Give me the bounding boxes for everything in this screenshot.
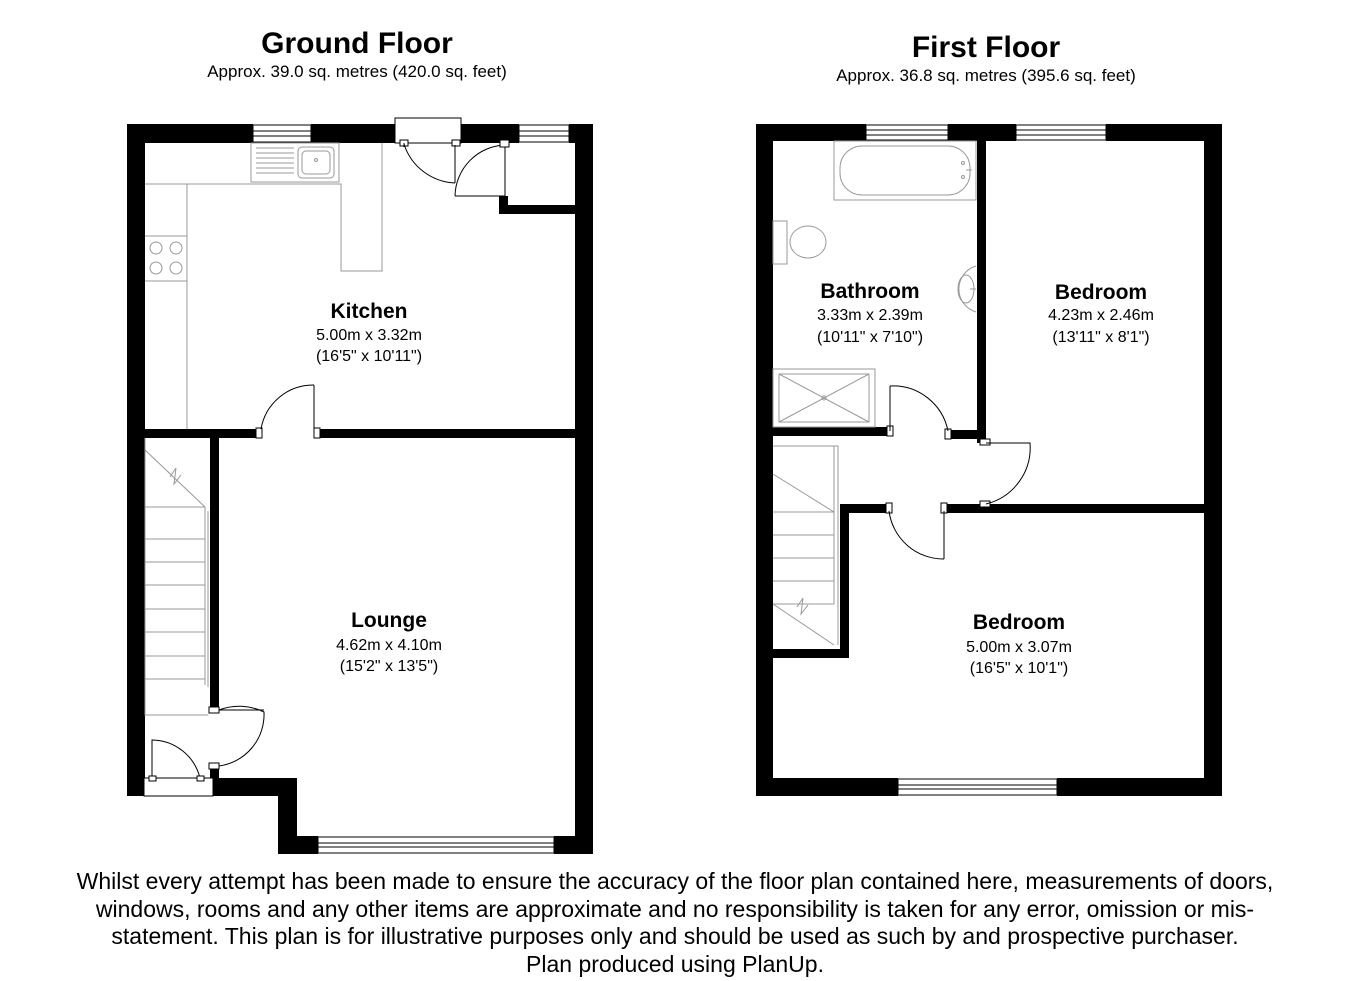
cupboard-door: [455, 140, 509, 196]
bathroom-imperial: (10'11" x 7'10"): [816, 329, 924, 346]
kitchen-label: Kitchen: [330, 300, 408, 323]
disclaimer-text: [20, 868, 1330, 978]
kitchen-window: [253, 125, 311, 142]
bathroom-label: Bathroom: [820, 280, 920, 303]
bedroom-rear-label: Bedroom: [972, 611, 1066, 634]
ground-floor-stairs: [145, 438, 208, 715]
basin-icon: [958, 266, 976, 312]
front-door: [149, 740, 204, 781]
first-floor-area: Approx. 36.8 sq. metres (395.6 sq. feet): [836, 66, 1136, 85]
first-floor-walls: [756, 124, 1222, 796]
bedroom-front-imperial: (13'11" x 8'1"): [1052, 329, 1150, 346]
bathroom-door: [887, 386, 951, 439]
shower-tray-icon: [773, 369, 875, 427]
ground-floor-title: Ground Floor: [261, 27, 453, 60]
cupboard-window: [519, 125, 569, 142]
first-floor-stairs: [773, 446, 838, 645]
ground-floor-plan: [127, 118, 593, 854]
first-floor-title: First Floor: [911, 31, 1061, 64]
ground-floor-area: Approx. 39.0 sq. metres (420.0 sq. feet): [207, 62, 507, 81]
bedroom-front-window: [1016, 125, 1106, 140]
toilet-icon: [773, 221, 826, 264]
disclaimer-line: windows, rooms and any other items are approximate and no responsibility is taken for any error, omission or mis-: [95, 895, 1255, 922]
bedroom-rear-metric: 5.00m x 3.07m: [966, 639, 1072, 656]
hall-door: [209, 706, 264, 769]
bedroom-front-label: Bedroom: [1054, 281, 1148, 304]
disclaimer-line: Plan produced using PlanUp.: [526, 950, 824, 977]
kitchen-imperial: (16'5" x 10'11"): [315, 348, 423, 365]
first-floor-plan: [756, 124, 1222, 796]
bath-icon: [834, 141, 976, 200]
back-door: [395, 118, 461, 183]
disclaimer-line: Whilst every attempt has been made to ensure the accuracy of the floor plan contained here, measurements of doors,: [76, 868, 1274, 894]
kitchen-metric: 5.00m x 3.32m: [316, 327, 422, 344]
lounge-metric: 4.62m x 4.10m: [336, 637, 442, 654]
kitchen-lounge-door: [256, 385, 320, 438]
bedroom-rear-window: [898, 779, 1057, 795]
kitchen-worktops: [145, 143, 382, 429]
bathroom-metric: 3.33m x 2.39m: [817, 307, 923, 324]
disclaimer-line: statement. This plan is for illustrative purposes only and should be used as such by and prospective purchaser.: [111, 923, 1239, 949]
bathroom-window: [866, 125, 948, 140]
bedroom-rear-imperial: (16'5" x 10'1"): [969, 660, 1069, 677]
bedroom-front-door: [980, 439, 1030, 507]
bedroom-rear-door: [886, 503, 947, 559]
bedroom-front-metric: 4.23m x 2.46m: [1048, 307, 1154, 324]
lounge-label: Lounge: [351, 609, 427, 632]
lounge-window: [318, 837, 554, 853]
lounge-imperial: (15'2" x 13'5"): [339, 658, 439, 675]
